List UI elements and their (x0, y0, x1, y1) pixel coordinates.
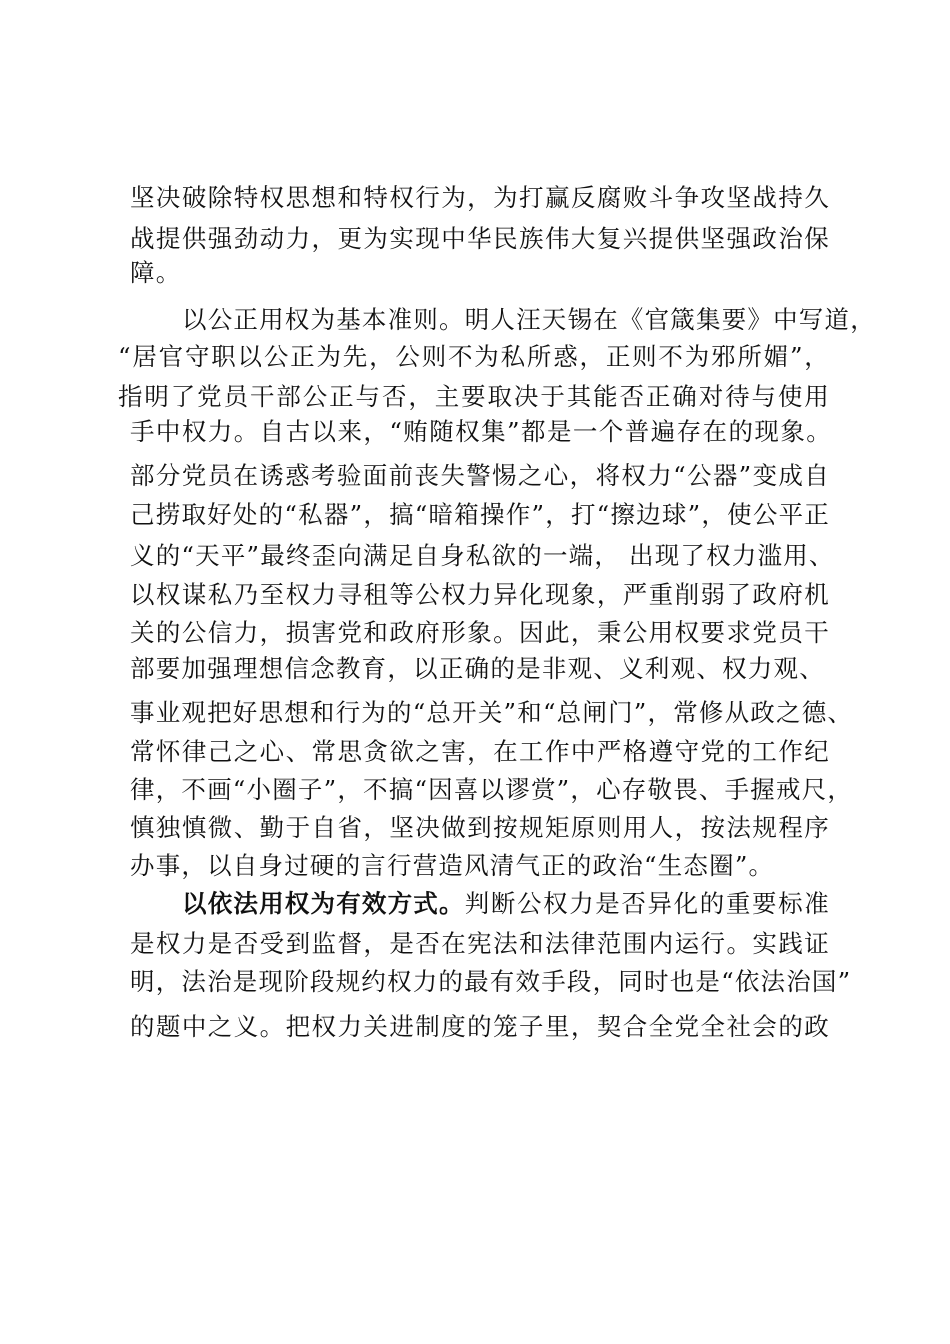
text-line: 的题中之义。把权力关进制度的笼子里，契合全党全社会的政 (130, 1012, 830, 1041)
text-line: 律，不画“小圈子”，不搞“因喜以谬赏”，心存敬畏、手握戒尺， (130, 775, 854, 804)
text-line: 事业观把好思想和行为的“总开关”和“总闸门”，常修从政之德、 (130, 698, 854, 727)
bold-heading: 以依法用权为有效方式。 (182, 889, 465, 918)
text-line: 明，法治是现阶段规约权力的最有效手段，同时也是“依法治国” (130, 967, 852, 996)
text-line (182, 887, 830, 921)
text-line: 坚决破除特权思想和特权行为，为打赢反腐败斗争攻坚战持久 (130, 183, 830, 212)
text-line: 常怀律己之心、常思贪欲之害，在工作中严格遵守党的工作纪 (130, 737, 830, 766)
text-run: 判断公权力是否异化的重要标准 (464, 889, 830, 918)
text-line: 是权力是否受到监督，是否在宪法和法律范围内运行。实践证 (130, 929, 830, 958)
text-line: “居官守职以公正为先，公则不为私所惑，正则不为邪所媚”， (118, 342, 830, 371)
text-line: 以公正用权为基本准则。明人汪天锡在《官箴集要》中写道， (182, 305, 876, 334)
text-line: 办事，以自身过硬的言行营造风清气正的政治“生态圈”。 (130, 851, 775, 880)
text-line: 手中权力。自古以来，“贿随权集”都是一个普遍存在的现象。 (130, 417, 832, 446)
text-line: 部要加强理想信念教育，以正确的是非观、义利观、权力观、 (130, 654, 825, 683)
text-line: 己捞取好处的“私器”，搞“暗箱操作”，打“擦边球”，使公平正 (130, 500, 830, 529)
text-line: 战提供强劲动力，更为实现中华民族伟大复兴提供坚强政治保 (130, 224, 830, 253)
text-line: 关的公信力，损害党和政府形象。因此，秉公用权要求党员干 (130, 618, 830, 647)
text-line: 义的“天平”最终歪向满足自身私欲的一端， 出现了权力滥用、 (130, 541, 835, 570)
text-line: 指明了党员干部公正与否，主要取决于其能否正确对待与使用 (118, 382, 830, 411)
text-line: 障。 (130, 258, 182, 287)
text-line: 部分党员在诱惑考验面前丧失警惕之心，将权力“公器”变成自 (130, 461, 830, 490)
text-line: 以权谋私乃至权力寻租等公权力异化现象，严重削弱了政府机 (130, 580, 830, 609)
text-line: 慎独慎微、勤于自省，坚决做到按规矩原则用人，按法规程序 (130, 813, 830, 842)
